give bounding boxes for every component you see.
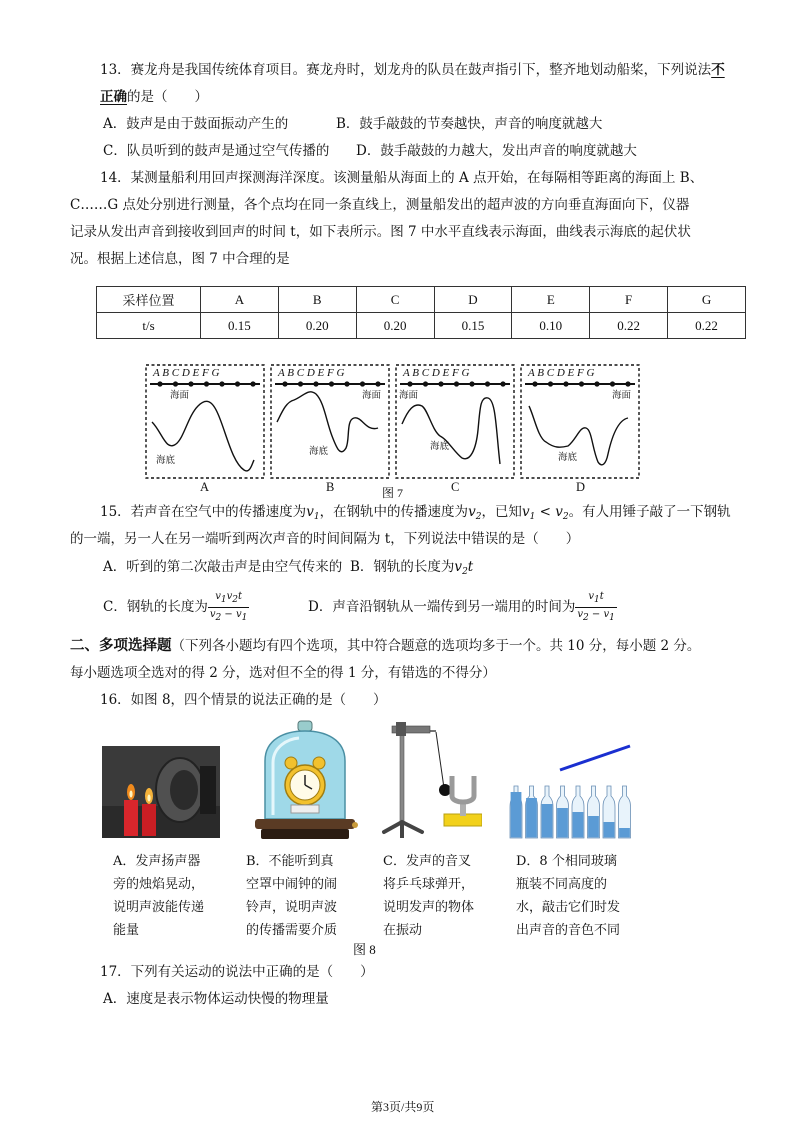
bottle-water [588, 816, 599, 837]
q16-caption-b: B．不能听到真 空罩中闹钟的闹 铃声，说明声波 的传播需要介质 [246, 854, 338, 938]
q13-emphasis-correct: 正确 [100, 89, 127, 105]
q13-option-b: B．鼓手敲鼓的节奏越快，声音的响度就越大 [336, 116, 603, 132]
panel-d-sea-floor-label: 海底 [558, 452, 578, 463]
table-cell: D [434, 287, 512, 313]
page-number: 第3页/共9页 [371, 1100, 435, 1114]
table-cell: 0.10 [512, 313, 590, 339]
measurement-point-dot [157, 381, 162, 386]
q13-option-c: C．队员听到的鼓声是通过空气传播的 [103, 143, 330, 159]
panel-b-label: B [326, 480, 335, 494]
measurement-point-dot [313, 381, 318, 386]
q15-stem-line2: 的一端，另一人在另一端听到两次声音的时间间隔为 t，下列说法中错误的是（ ） [70, 531, 580, 547]
panel-a-label: A [200, 480, 210, 494]
section-2-desc-line2: 每小题选项全选对的得 2 分，选对但不全的得 1 分，有错选的不得分） [70, 665, 496, 681]
bottle-water [619, 828, 630, 837]
q15-v2-symbol: $v_2$ [468, 504, 482, 522]
table-header-position: 采样位置 [97, 287, 201, 313]
tuning-fork-ball-photo [374, 718, 482, 842]
q17-option-a: A．速度是表示物体运动快慢的物理量 [103, 991, 329, 1007]
section-2-desc-line1: （下列各小题均有四个选项，其中符合题意的选项均多于一个。共 10 分，每小题 2 分。 [171, 638, 701, 654]
table-cell: 0.20 [356, 313, 434, 339]
panel-d-points-label: A B C D E F G [528, 367, 595, 379]
table-cell: F [590, 287, 668, 313]
striking-stick [560, 746, 630, 770]
q15-stem-text-3: ，已知 [481, 504, 522, 520]
measurement-point-dot [235, 381, 240, 386]
table-cell: 0.22 [668, 313, 746, 339]
measurement-point-dot [204, 381, 209, 386]
measurement-point-dot [188, 381, 193, 386]
figure-7-caption: 图 7 [382, 486, 404, 500]
q15-v1-symbol: $v_1$ [306, 504, 320, 522]
q15-option-c [103, 590, 249, 625]
q15-option-d-formula: $\frac{v_1t}{v_2 - v_1}$ [577, 591, 615, 623]
q15-stem-text-2: ，在钢轨中的传播速度为 [319, 504, 469, 520]
table-row [97, 287, 746, 313]
table-header-time: t/s [97, 313, 201, 339]
measurement-point-dot [250, 381, 255, 386]
bottle-water [557, 808, 568, 837]
q16-caption-a: A．发声扬声器 旁的烛焰晃动， 说明声波能传递 能量 [113, 854, 205, 938]
q14-stem-line2: C……G 点处分别进行测量，各个点均在同一条直线上，测量船发出的超声波的方向垂直海面向下，仪器 [70, 197, 690, 213]
q17-stem: 17．下列有关运动的说法中正确的是（ ） [100, 964, 374, 980]
table-row [97, 313, 746, 339]
q15-option-b [350, 557, 473, 582]
measurement-point-dot [454, 381, 459, 386]
q14-stem-line3: 记录从发出声音到接收到回声的时间 t，如下表所示。图 7 中水平直线表示海面，曲线表示海底的起伏状 [70, 224, 691, 240]
q13-stem-text: 13．赛龙舟是我国传统体育项目。赛龙舟时，划龙舟的队员在鼓声指引下，整齐地划动船桨，下列说法 [100, 62, 712, 78]
q15-inequality: $v_1 < v_2$ [521, 504, 569, 522]
bottle-water [542, 804, 553, 837]
measurement-point-dot [282, 381, 287, 386]
q15-option-b-text: B．钢轨的长度为 [350, 559, 455, 575]
measurement-point-dot [375, 381, 380, 386]
panel-b-sea-surface-label: 海面 [362, 390, 382, 401]
measurement-point-dot [423, 381, 428, 386]
measurement-point-dot [563, 381, 568, 386]
panel-b-points-label: A B C D E F G [278, 367, 345, 379]
q14-stem-line4: 况。根据上述信息，图 7 中合理的是 [70, 251, 290, 267]
panel-a-points-label: A B C D E F G [153, 367, 220, 379]
q15-option-d [308, 590, 617, 625]
measurement-point-dot [610, 381, 615, 386]
measurement-point-dot [173, 381, 178, 386]
table-cell: 0.22 [590, 313, 668, 339]
measurement-point-dot [219, 381, 224, 386]
table-cell: 0.20 [278, 313, 356, 339]
table-cell: 0.15 [201, 313, 279, 339]
measurement-point-dot [407, 381, 412, 386]
panel-c-sea-floor-label: 海底 [430, 441, 450, 452]
q13-stem-line1 [100, 60, 725, 80]
q14-stem-line1: 14．某测量船利用回声探测海洋深度。该测量船从海面上的 A 点开始，在每隔相等距离的海面上 B、 [100, 170, 704, 186]
q16-caption-c: C．发声的音叉 将乒乓球弹开， 说明发声的物体 在振动 [383, 854, 475, 938]
q15-option-a: A．听到的第二次敲击声是由空气传来的 [103, 559, 343, 575]
table-cell: A [201, 287, 279, 313]
q13-stem-tail: 的是（ ） [127, 89, 208, 105]
panel-b-sea-floor-label: 海底 [309, 446, 329, 457]
measurement-point-dot [594, 381, 599, 386]
table-cell: E [512, 287, 590, 313]
measurement-point-dot [329, 381, 334, 386]
panel-c-label: C [451, 480, 460, 494]
figure-8-caption: 图 8 [353, 942, 376, 957]
section-2-heading [70, 636, 700, 656]
measurement-point-dot [298, 381, 303, 386]
panel-d-sea-surface-label: 海面 [612, 390, 632, 401]
panel-d-label: D [576, 480, 586, 494]
q16-stem: 16．如图 8，四个情景的说法正确的是（ ） [100, 692, 387, 708]
measurement-point-dot [579, 381, 584, 386]
eight-bottles-photo [504, 742, 634, 840]
q13-option-d: D．鼓手敲鼓的力越大，发出声音的响度就越大 [356, 143, 637, 159]
panel-a-sea-surface-label: 海面 [170, 390, 190, 401]
bottle-water [511, 792, 522, 837]
table-cell: B [278, 287, 356, 313]
measurement-point-dot [500, 381, 505, 386]
table-cell: 0.15 [434, 313, 512, 339]
panel-a-sea-floor-label: 海底 [156, 455, 176, 466]
measurement-point-dot [485, 381, 490, 386]
q15-stem-line1 [100, 502, 731, 527]
panel-c-points-label: A B C D E F G [403, 367, 470, 379]
q15-option-c-text: C．钢轨的长度为 [103, 599, 208, 615]
speaker-candles-photo [102, 746, 220, 838]
table-cell: C [356, 287, 434, 313]
measurement-point-dot [344, 381, 349, 386]
q15-stem-text-4: 。有人用锤子敲了一下钢轨 [568, 504, 731, 520]
q13-stem-line2 [100, 87, 208, 107]
panel-d-seafloor-curve [529, 406, 628, 465]
bottle-water [604, 822, 615, 837]
measurement-point-dot [548, 381, 553, 386]
q13-option-a: A．鼓声是由于鼓面振动产生的 [103, 116, 289, 132]
panel-c-sea-surface-label: 海面 [399, 390, 419, 401]
measurement-point-dot [360, 381, 365, 386]
measurement-point-dot [625, 381, 630, 386]
table-cell: G [668, 287, 746, 313]
panel-c-seafloor-curve [402, 398, 500, 464]
figure-7-seafloor-diagrams [140, 360, 650, 498]
q13-emphasis-not: 不 [711, 62, 725, 78]
bottle-water [573, 812, 584, 837]
section-2-title: 二、多项选择题 [70, 638, 172, 654]
q14-data-table [96, 286, 746, 339]
q15-option-b-formula: $v_2t$ [454, 559, 474, 577]
q15-option-c-formula: $\frac{v_1v_2t}{v_2 - v_1}$ [209, 591, 248, 623]
measurement-point-dot [469, 381, 474, 386]
bell-jar-clock-photo [251, 719, 359, 841]
bottle-water [526, 798, 537, 837]
q16-caption-d: D．8 个相同玻璃 瓶装不同高度的 水，敲击它们时发 出声音的音色不同 [516, 854, 621, 938]
q15-option-d-text: D．声音沿钢轨从一端传到另一端用的时间为 [308, 599, 576, 615]
measurement-point-dot [438, 381, 443, 386]
q15-stem-text-1: 15．若声音在空气中的传播速度为 [100, 504, 307, 520]
measurement-point-dot [532, 381, 537, 386]
